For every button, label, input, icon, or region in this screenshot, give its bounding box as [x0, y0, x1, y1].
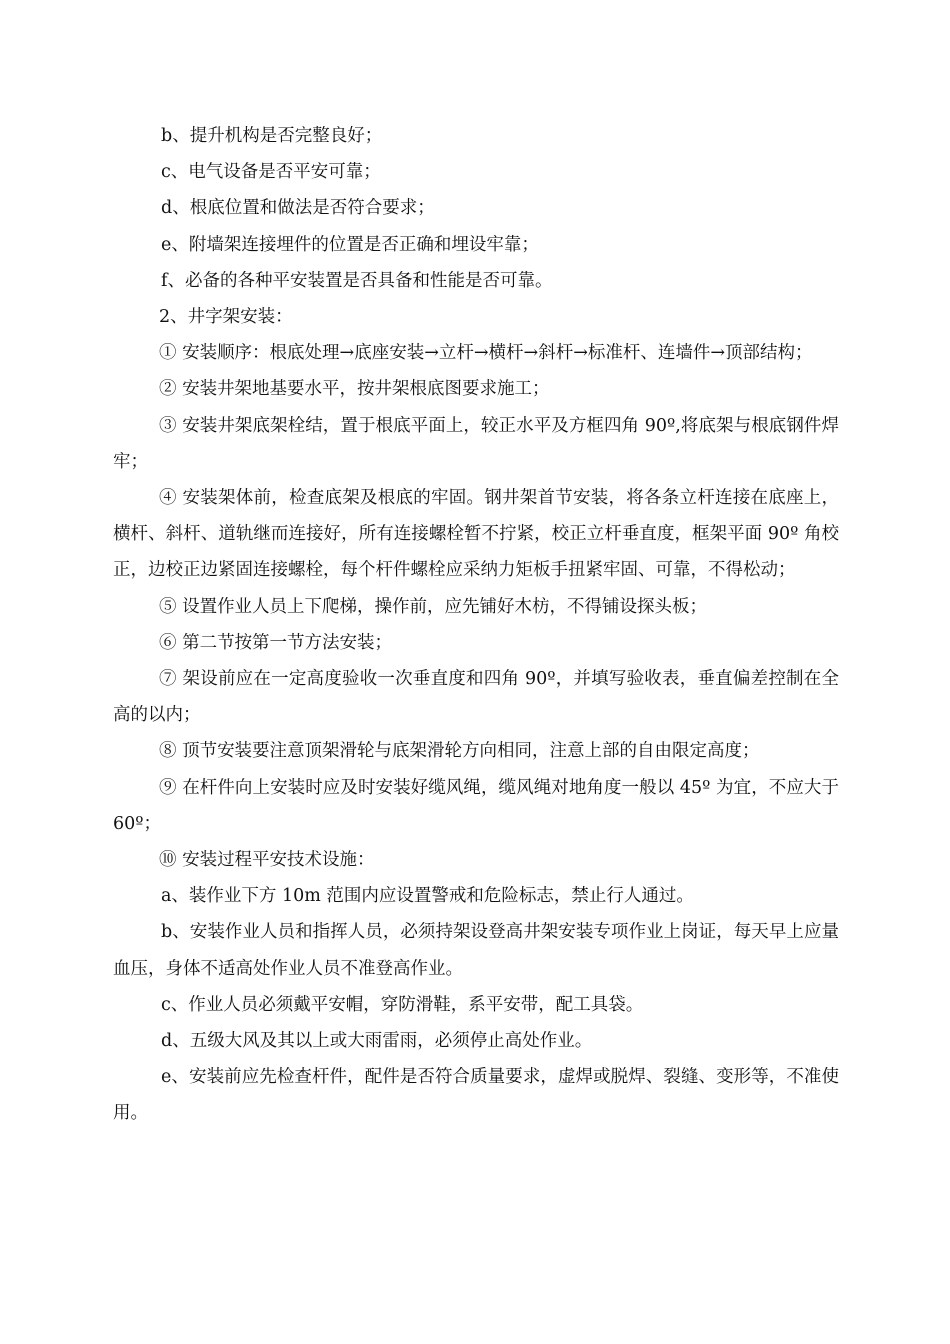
section-heading: 2、井字架安装：: [159, 307, 293, 328]
step-3-paragraph: ③ 安装井架底架栓结，置于根底平面上，较正水平及方框四角 90º,将底架与根底钢件焊牢；: [113, 415, 839, 472]
step-2-paragraph: ② 安装井架地基要水平，按井架根底图要求施工；: [159, 379, 550, 400]
step-8-paragraph: ⑧ 顶节安装要注意顶架滑轮与底架滑轮方向相同，注意上部的自由限定高度；: [159, 741, 760, 762]
step-10-paragraph: ⑩ 安装过程平安技术设施：: [159, 850, 375, 871]
step-6-paragraph: ⑥ 第二节按第一节方法安装；: [159, 632, 393, 653]
step-7-paragraph: ⑦ 架设前应在一定高度验收一次垂直度和四角 90º，并填写验收表，垂直偏差控制在全高的以内；: [113, 669, 839, 726]
safety-item-a: a、装作业下方 10m 范围内应设置警戒和危险标志，禁止行人通过。: [161, 886, 694, 907]
step-5-paragraph: ⑤ 设置作业人员上下爬梯，操作前，应先铺好木枋，不得铺设探头板；: [159, 596, 708, 617]
step-1-paragraph: ① 安装顺序：根底处理→底座安装→立杆→横杆→斜杆→标准杆、连墙件→顶部结构；: [159, 343, 813, 364]
safety-item-c: c、作业人员必须戴平安帽，穿防滑鞋，系平安带，配工具袋。: [161, 994, 644, 1015]
paragraph-check-f: f、必备的各种平安装置是否具备和性能是否可靠。: [161, 270, 553, 291]
paragraph-check-b: b、提升机构是否完整良好；: [161, 126, 383, 146]
paragraph-check-c: c、电气设备是否平安可靠；: [161, 162, 381, 183]
step-9-paragraph: ⑨ 在杆件向上安装时应及时安装好缆风绳，缆风绳对地角度一般以 45º 为宜，不应大于 60º；: [113, 777, 839, 834]
safety-item-e: e、安装前应先检查杆件，配件是否符合质量要求，虚焊或脱焊、裂缝、变形等，不准使用。: [113, 1067, 839, 1124]
step-4-paragraph: ④ 安装架体前，检查底架及根底的牢固。钢井架首节安装，将各条立杆连接在底座上，横杆、斜杆、道轨继而连接好，所有连接螺栓暂不拧紧，校正立杆垂直度，框架平面 90º 角校正，边校正边紧固连接螺栓，每个杆件螺栓应采纳力矩板手扭紧牢固、可靠，不得松动；: [113, 488, 839, 581]
paragraph-check-e: e、附墙架连接埋件的位置是否正确和埋设牢靠；: [161, 234, 539, 255]
safety-item-b: b、安装作业人员和指挥人员，必须持架设登高井架安装专项作业上岗证，每天早上应量血压，身体不适高处作业人员不准登高作业。: [113, 922, 839, 979]
paragraph-check-d: d、根底位置和做法是否符合要求；: [161, 198, 435, 219]
document-body: [113, 118, 839, 1132]
safety-item-d: d、五级大风及其以上或大雨雷雨，必须停止高处作业。: [161, 1031, 593, 1052]
